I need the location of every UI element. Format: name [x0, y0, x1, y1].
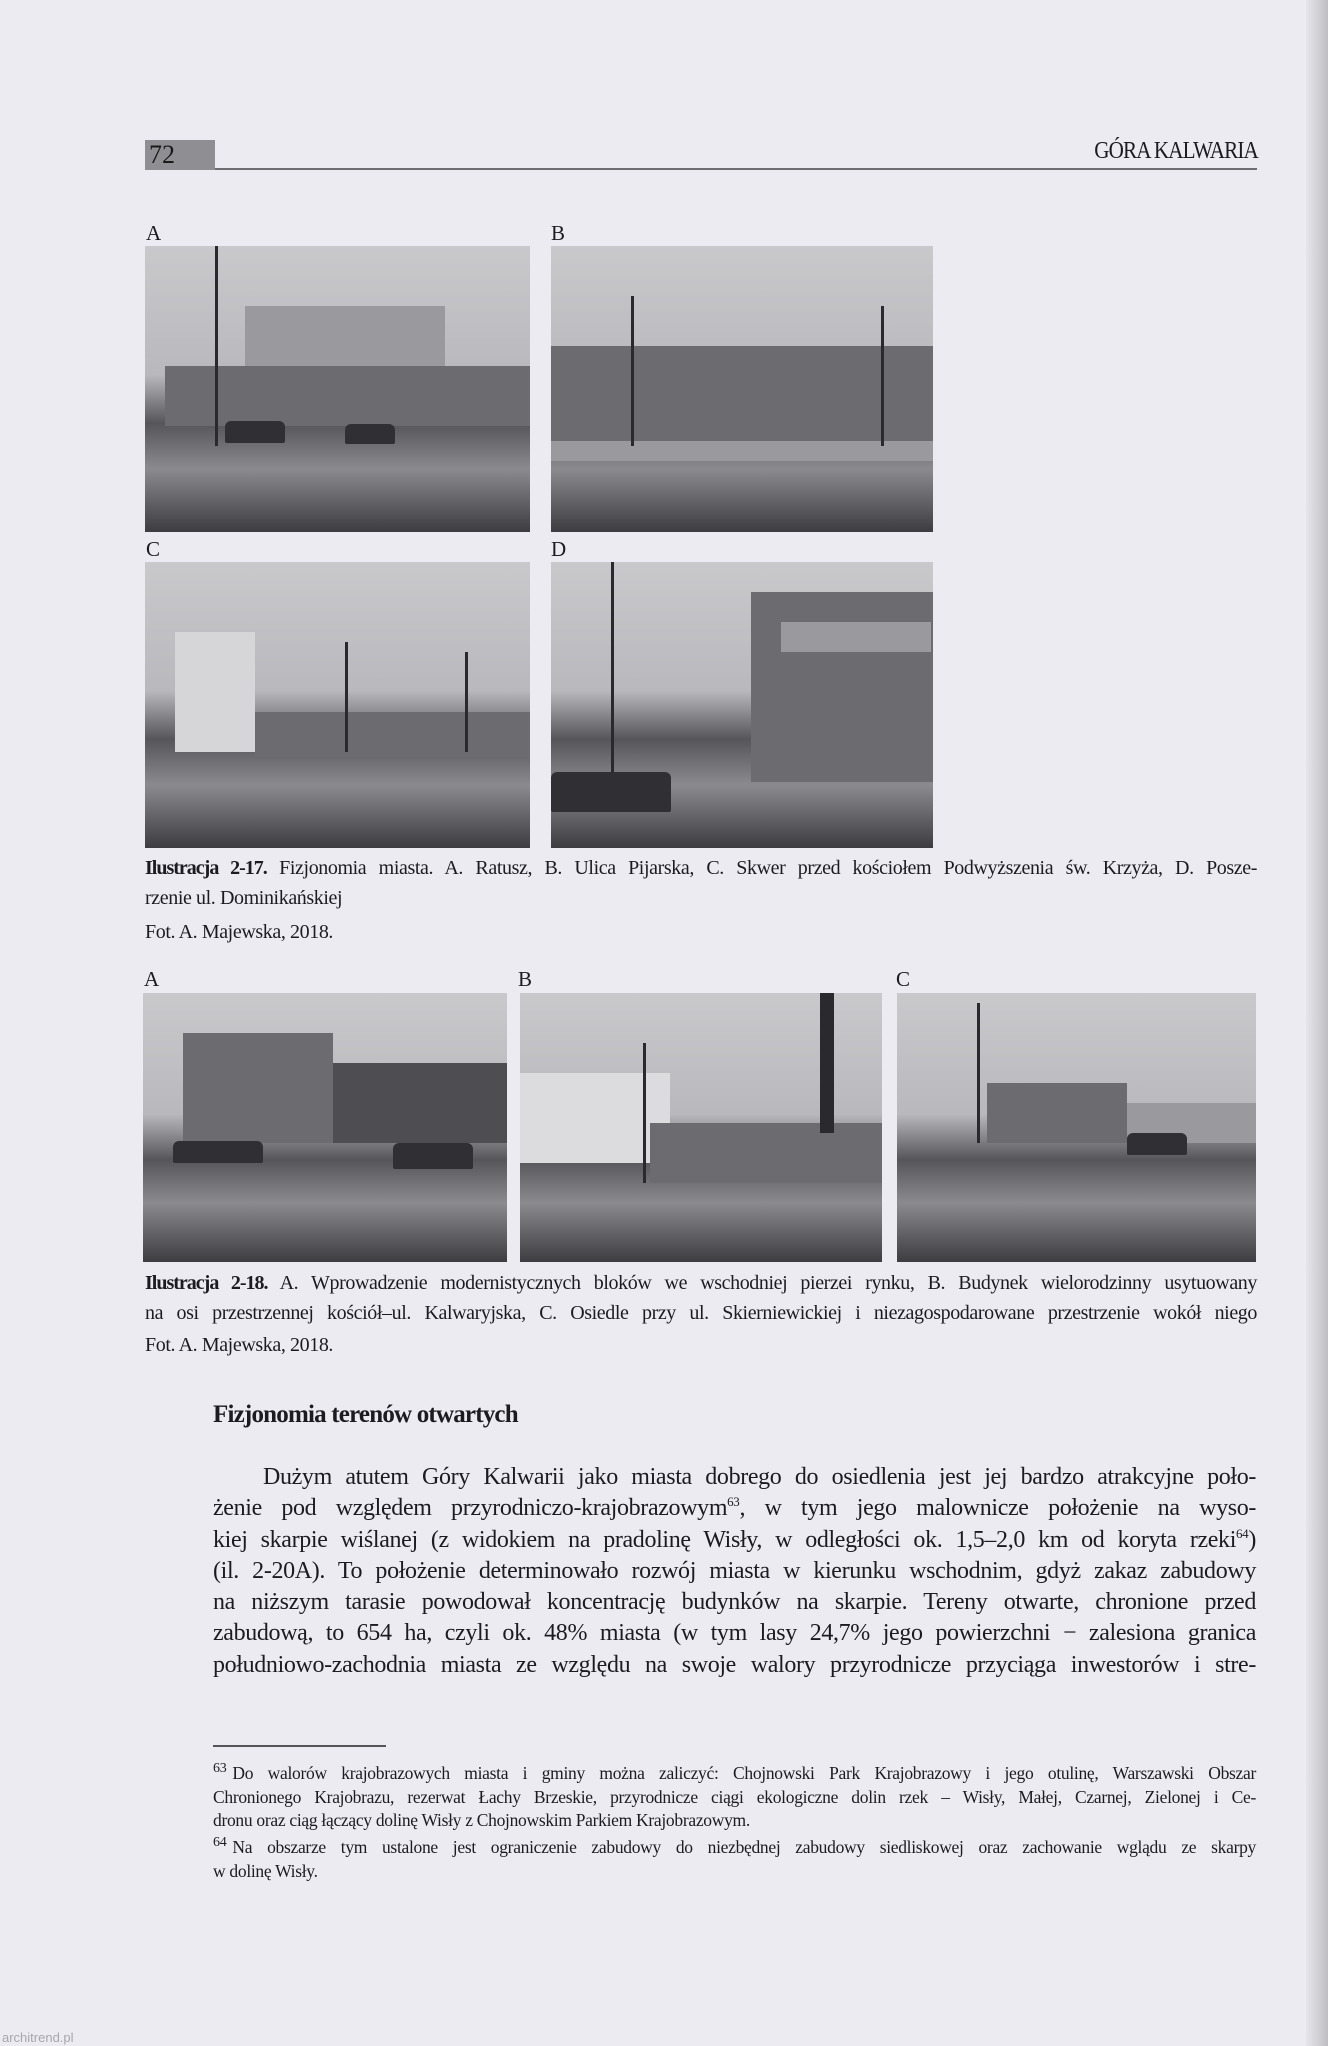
footnote-64 — [213, 1836, 1256, 1883]
body-line — [213, 1493, 1256, 1524]
body-paragraph — [213, 1462, 1256, 1681]
photo-label-b: B — [551, 221, 566, 245]
footnote-number: 63 — [213, 1761, 227, 1777]
figure-2-17-caption — [145, 853, 1257, 947]
body-text: , w tym jego malownicze położenie na wyso- — [739, 1495, 1256, 1522]
photo-label-a: A — [144, 967, 160, 991]
page-edge-shadow — [1306, 0, 1328, 2046]
caption-text: A. Wprowadzenie modernistycznych bloków we wschodniej pierzei rynku, B. Budynek wielorodzinny usytuowany — [267, 1272, 1257, 1294]
caption-label: Ilustracja 2-18. — [145, 1272, 268, 1294]
caption-text: Fizjonomia miasta. A. Ratusz, B. Ulica Pijarska, C. Skwer przed kościołem Podwyższenia św. Krzyża, D. Posze- — [266, 857, 1257, 879]
photo-pijarska-street — [551, 246, 933, 532]
section-heading: Fizjonomia terenów otwartych — [213, 1401, 518, 1428]
watermark: architrend.pl — [2, 2030, 74, 2045]
body-line: na niższym tarasie powodował koncentrację budynków na skarpie. Tereny otwarte, chronione przed — [213, 1589, 1256, 1616]
body-line: Dużym atutem Góry Kalwarii jako miasta dobrego do osiedlenia jest jej bardzo atrakcyjne poło- — [263, 1464, 1256, 1490]
body-text: ) — [1248, 1526, 1256, 1553]
photo-multifamily-building — [520, 993, 882, 1262]
header-rule — [215, 168, 1257, 170]
photo-town-hall — [145, 246, 530, 532]
caption-text: na osi przestrzennej kościół–ul. Kalwaryjska, C. Osiedle przy ul. Skierniewickiej i niezagospodarowane przestrzenie wokół niego — [145, 1302, 1257, 1324]
body-line: zabudową, to 654 ha, czyli ok. 48% miasta (w tym lasy 24,7% jego powierzchni − zalesiona granica — [213, 1620, 1256, 1647]
footnote-ref-64[interactable]: 64 — [1236, 1525, 1249, 1541]
body-text: żenie pod względem przyrodniczo-krajobrazowym — [213, 1495, 728, 1522]
footnote-text: Chronionego Krajobrazu, rezerwat Łachy Brzeskie, przyrodnicze ciągi ekologiczne dolin rzek – Wisły, Małej, Czarnej, Zielonej i Ce- — [213, 1786, 1256, 1807]
photo-modernist-blocks — [143, 993, 507, 1262]
caption-label: Ilustracja 2-17. — [145, 857, 267, 879]
photo-label-d: D — [551, 537, 567, 561]
photo-label-b: B — [518, 967, 533, 991]
footnote-text: Do walorów krajobrazowych miasta i gminy można zaliczyć: Chojnowski Park Krajobrazowy i jego otulinę, Warszawski Obszar — [232, 1763, 1256, 1783]
footnote-rule — [213, 1745, 386, 1747]
body-line: (il. 2-20A). To położenie determinowało rozwój miasta w kierunku wschodnim, gdyż zakaz zabudowy — [213, 1557, 1256, 1584]
body-text: kiej skarpie wiślanej (z widokiem na pradolinę Wisły, w odległości ok. 1,5–2,0 km od koryta rzeki — [213, 1526, 1237, 1553]
footnote-63 — [213, 1762, 1256, 1833]
photo-church-square — [145, 562, 530, 848]
footnote-number: 64 — [213, 1835, 227, 1851]
footnote-text: w dolinę Wisły. — [213, 1860, 318, 1881]
footnote-text: Na obszarze tym ustalone jest ograniczenie zabudowy do niezbędnej zabudowy siedliskowej oraz zachowanie wglądu ze skarpy — [232, 1837, 1256, 1857]
photo-credit: Fot. A. Majewska, 2018. — [145, 921, 334, 943]
photo-label-c: C — [896, 967, 911, 991]
body-line — [213, 1525, 1256, 1556]
photo-dominikanska-street — [551, 562, 933, 848]
figure-2-18-caption — [145, 1268, 1257, 1360]
photo-credit: Fot. A. Majewska, 2018. — [145, 1334, 334, 1356]
running-title: GÓRA KALWARIA — [1094, 138, 1258, 164]
photo-skierniewicka-estate — [897, 993, 1256, 1262]
photo-label-a: A — [146, 221, 162, 245]
footnote-ref-63[interactable]: 63 — [727, 1494, 740, 1510]
body-line: południowo-zachodnia miasta ze względu na swoje walory przyrodnicze przyciąga inwestorów i stre- — [213, 1651, 1256, 1678]
photo-label-c: C — [146, 537, 161, 561]
caption-text: rzenie ul. Dominikańskiej — [145, 887, 343, 909]
footnote-text: dronu oraz ciąg łączący dolinę Wisły z Chojnowskim Parkiem Krajobrazowym. — [213, 1810, 750, 1830]
page-number: 72 — [145, 140, 215, 170]
